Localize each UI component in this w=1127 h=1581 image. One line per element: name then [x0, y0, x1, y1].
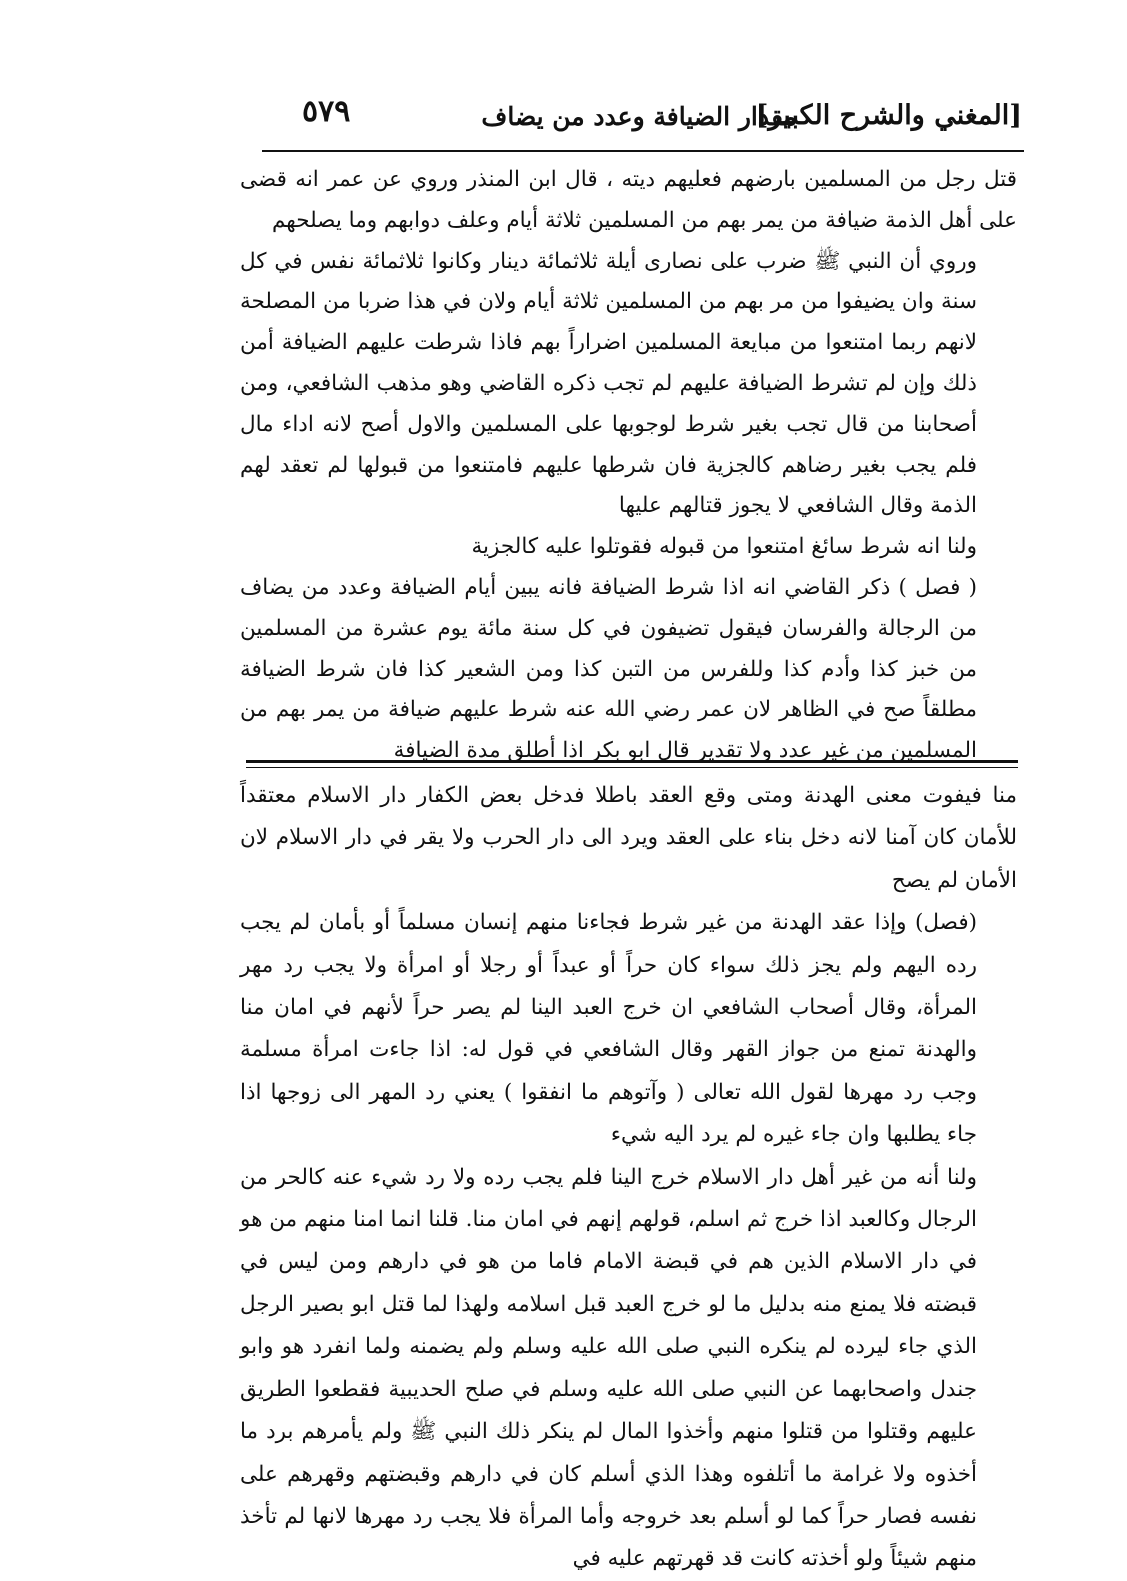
- paragraph: ولنا انه شرط سائغ امتنعوا من قبوله فقوتلوا عليه كالجزية: [471, 534, 977, 560]
- upper-text: [240, 160, 1017, 772]
- header-rule: [262, 150, 1024, 152]
- page-number: ٥٧٩: [302, 94, 351, 129]
- lower-text: [240, 775, 1017, 1581]
- running-topic: مقدار الضيافة وعدد من يضاف: [481, 102, 797, 131]
- section-divider-thin: [246, 767, 1018, 768]
- paragraph: منا فيفوت معنى الهدنة ومتى وقع العقد باطلا فدخل بعض الكفار دار الاسلام معتقداً للأمان كان آمنا لانه دخل بناء على العقد ويرد الى دار الحرب ولا يقر في دار الاسلام لان الأمان لم يصح: [240, 783, 1017, 893]
- paragraph: ولنا أنه من غير أهل دار الاسلام خرج الينا فلم يجب رده ولا رد شيء عنه كالحر من الرجال وكالعبد اذا خرج ثم اسلم، قولهم إنهم في امان منا. قلنا انما امنا منهم من هو في دار الاسلام الذين هم في قبضة الامام فاما من هو في دارهم ومن ليس في قبضته فلا يمنع منه بدليل ما لو خرج العبد قبل اسلامه ولهذا لما قتل ابو بصير الرجل الذي جاء ليرده لم ينكره النبي صلى الله عليه وسلم ولم يضمنه ولما انفرد هو وابو جندل واصحابهما عن النبي صلى الله عليه وسلم في صلح الحديبية فقطعوا الطريق عليهم وقتلوا من قتلوا منهم وأخذوا المال لم ينكر ذلك النبي ﷺ ولم يأمرهم برد ما أخذوه ولا غرامة ما أتلفوه وهذا الذي أسلم كان في دارهم وقبضتهم وقهرهم على نفسه فصار حراً كما لو أسلم بعد خروجه وأما المرأة فلا يجب رد مهرها لانها لم تأخذ منهم شيئاً ولو أخذته كانت قد قهرتهم عليه في: [240, 1164, 977, 1572]
- paragraph: (فصل) وإذا عقد الهدنة من غير شرط فجاءنا منهم إنسان مسلماً أو بأمان لم يجب رده اليهم ولم يجز ذلك سواء كان حراً أو عبداً أو رجلا أو امرأة ولا يجب رد مهر المرأة، وقال أصحاب الشافعي ان خرج العبد الينا لم يصر حراً لأنهم في امان منا والهدنة تمنع من جواز القهر وقال الشافعي في قول له: اذا جاءت امرأة مسلمة وجب رد مهرها لقول الله تعالى ( وآتوهم ما انفقوا ) يعني رد المهر الى زوجها اذا جاء يطلبها وان جاء غيره لم يرد اليه شيء: [240, 910, 977, 1148]
- section-divider: [246, 760, 1018, 763]
- book-title: [المغني والشرح الكبير]: [755, 100, 1022, 131]
- page-header: [262, 94, 1022, 150]
- paragraph: قتل رجل من المسلمين بارضهم فعليهم ديته ، قال ابن المنذر وروي عن عمر انه قضى على أهل الذمة ضيافة من يمر بهم من المسلمين ثلاثة أيام وعلف دوابهم وما يصلحهم: [240, 167, 1017, 233]
- paragraph: وروي أن النبي ﷺ ضرب على نصارى أيلة ثلاثمائة دينار وكانوا ثلاثمائة نفس في كل سنة وان يضيفوا من مر بهم من المسلمين ثلاثة أيام ولان في هذا ضربا من المصلحة لانهم ربما امتنعوا من مبايعة المسلمين اضراراً بهم فاذا شرطت عليهم الضيافة أمن ذلك وإن لم تشرط الضيافة عليهم لم تجب ذكره القاضي وهو مذهب الشافعي، ومن أصحابنا من قال تجب بغير شرط لوجوبها على المسلمين والاول أصح لانه اداء مال فلم يجب بغير رضاهم كالجزية فان شرطها عليهم فامتنعوا من قبولها لم تعقد لهم الذمة وقال الشافعي لا يجوز قتالهم عليها: [240, 248, 977, 519]
- paragraph: ( فصل ) ذكر القاضي انه اذا شرط الضيافة فانه يبين أيام الضيافة وعدد من يضاف من الرجالة والفرسان فيقول تضيفون في كل سنة مائة يوم عشرة من المسلمين من خبز كذا وأدم كذا وللفرس من التبن كذا ومن الشعير كذا فان شرط الضيافة مطلقاً صح في الظاهر لان عمر رضي الله عنه شرط عليهم ضيافة من يمر بهم من المسلمين من غير عدد ولا تقدير قال ابو بكر اذا أطلق مدة الضيافة: [240, 574, 977, 764]
